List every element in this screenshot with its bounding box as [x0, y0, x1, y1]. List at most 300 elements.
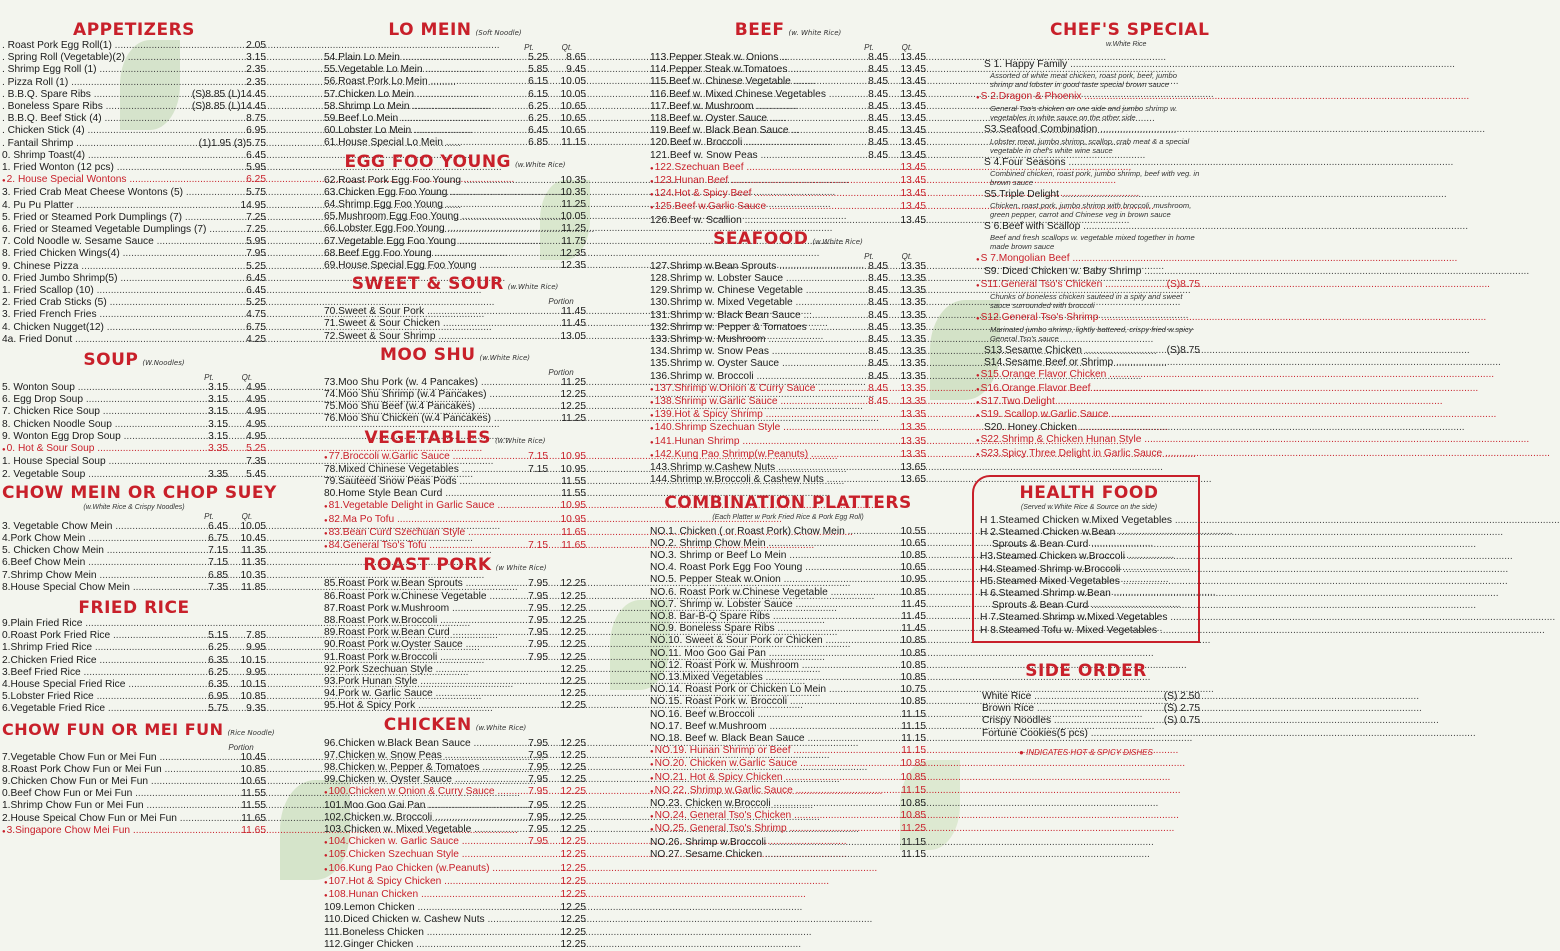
menu-item-name: S16.Orange Flavor Beef .....: [981, 383, 1154, 395]
menu-item-quart-price: 5.25: [246, 443, 266, 455]
menu-item: [324, 914, 586, 926]
menu-item: [650, 526, 926, 538]
menu-item-name: 0.Roast Pork Fried Rice .....: [2, 630, 190, 642]
menu-item: [2, 125, 266, 137]
menu-item-pint-price: 3.15: [208, 394, 228, 406]
menu-item: [980, 564, 1198, 576]
section-title-appetizers: APPETIZERS: [73, 20, 195, 40]
menu-item: [650, 562, 926, 574]
menu-item-quart-price: 10.65: [560, 125, 586, 137]
menu-item-price: 10.85: [900, 797, 926, 809]
menu-item-name: . B.B.Q. Beef Stick (4) .....: [2, 113, 176, 125]
menu-item-name: 115.Beef w. Chinese Vegetable .....: [650, 76, 850, 88]
menu-item-quart-price: 10.05: [240, 520, 266, 532]
menu-item-name: 76.Moo Shu Chicken (w.4 Pancakes) .....: [324, 413, 540, 425]
chili-icon: ●: [324, 454, 328, 461]
menu-item-price: 11.15: [901, 720, 926, 732]
seafood-size-header: Pt. Qt.: [864, 251, 913, 261]
menu-item-name: S14.Sesame Beef or Shrimp .....: [984, 357, 1154, 369]
menu-item-price: 10.65: [240, 775, 266, 787]
menu-item-name: 101.Moo Goo Gai Pan .....: [324, 800, 510, 812]
menu-item-name: 117.Beef w. Mushroom .....: [650, 101, 850, 113]
menu-item: [650, 538, 926, 550]
menu-item-name: 121.Beef w. Snow Peas .....: [650, 150, 850, 162]
menu-item-name: S 7.Mongolian Beef .....: [981, 253, 1154, 265]
menu-item: [972, 59, 1200, 71]
menu-item: [2, 533, 266, 545]
menu-item-name: 58.Shrimp Lo Mein .....: [324, 101, 510, 113]
chili-icon: ●: [2, 178, 6, 185]
menu-item-quart-price: 13.35: [900, 448, 926, 460]
menu-item-pint-price: 8.45: [868, 285, 888, 297]
menu-item: [324, 76, 586, 88]
menu-item: [2, 200, 266, 212]
menu-item-pint-price: 7.15: [208, 557, 228, 569]
menu-item-quart-price: 13.45: [900, 88, 926, 100]
health-food-list: [980, 515, 1198, 637]
health-food-box: [972, 475, 1200, 643]
menu-item: [2, 443, 266, 456]
menu-item: [2, 691, 266, 703]
menu-item-pint-price: 6.25: [208, 642, 228, 654]
menu-item-quart-price: 10.95: [560, 463, 586, 475]
menu-item-price: 11.15: [901, 836, 926, 848]
menu-item-quart-price: 13.35: [900, 297, 926, 309]
menu-item-name: 89.Roast Pork w.Bean Curd .....: [324, 627, 510, 639]
menu-item: [324, 187, 586, 199]
menu-item: [650, 346, 926, 358]
menu-item: [972, 253, 1200, 266]
menu-item-pint-price: 7.95: [528, 737, 548, 749]
menu-item: [2, 764, 266, 776]
menu-item-name: 73.Moo Shu Pork (w. 4 Pancakes) .....: [324, 377, 540, 389]
menu-item-name: 71.Sweet & Sour Chicken .....: [324, 318, 540, 330]
section-title-roast-pork: ROAST PORK (w White Rice): [363, 555, 547, 576]
menu-item-quart-price: 13.45: [900, 201, 926, 213]
menu-item: [2, 224, 266, 236]
menu-item-quart-price: 11.85: [241, 581, 266, 593]
menu-item-name: 130.Shrimp w. Mixed Vegetable .....: [650, 297, 850, 309]
menu-item-quart-price: 12.25: [560, 823, 586, 835]
menu-item-name: 62.Roast Pork Egg Foo Young .....: [324, 175, 540, 187]
menu-item-quart-price: 10.45: [240, 532, 266, 544]
menu-item-price: 11.15: [901, 708, 926, 720]
chili-icon: ●: [324, 853, 328, 860]
menu-item-name: 6. Egg Drop Soup .....: [2, 394, 190, 406]
menu-item-name: S11.General Tso's Chicken .....: [981, 279, 1154, 291]
menu-item: [2, 679, 266, 691]
menu-item-pint-price: 6.25: [208, 666, 228, 678]
chili-icon: ●: [324, 892, 328, 899]
menu-item-name: 72.Sweet & Sour Shrimp .....: [324, 331, 540, 343]
menu-item: [2, 406, 266, 418]
menu-item: [650, 635, 926, 647]
menu-item-name: 86.Roast Pork w.Chinese Vegetable .....: [324, 591, 510, 603]
menu-item-name: 144.Shrimp w.Broccoli & Cashew Nuts .....: [650, 474, 850, 486]
menu-item-name: 4a. Fried Donut .....: [2, 334, 176, 346]
menu-item: [650, 261, 926, 273]
chili-icon: ●: [650, 386, 654, 393]
menu-item-price: 5.25: [246, 297, 266, 309]
menu-item-name: 123.Hunan Beef .....: [655, 175, 850, 187]
menu-item-price: 10.85: [240, 763, 266, 775]
menu-item: [972, 189, 1200, 201]
menu-item: [650, 322, 926, 334]
chili-icon: ●: [324, 866, 328, 873]
menu-item-name: 68.Beef Egg Foo Young .....: [324, 248, 540, 260]
menu-item: [324, 101, 586, 113]
menu-item-quart-price: 13.35: [900, 309, 926, 321]
menu-item: [650, 849, 926, 861]
section-title-chow-mein: CHOW MEIN OR CHOP SUEY: [2, 482, 277, 503]
menu-item-description: Combined chicken, roast pork, jumbo shrimp, beef with veg. in brown sauce: [990, 168, 1200, 187]
menu-item: [324, 223, 586, 235]
menu-item: [324, 451, 586, 464]
menu-item-quart-price: 12.25: [560, 914, 586, 926]
menu-item-price: 4.25: [246, 333, 266, 345]
menu-item: [324, 627, 586, 639]
menu-item-price: 5.75: [246, 187, 266, 199]
menu-item-name: NO.6. Roast Pork w.Chinese Vegetable .....: [650, 587, 886, 599]
menu-item-name: . Roast Pork Egg Roll(1) .....: [2, 40, 176, 52]
menu-item: [650, 201, 926, 214]
menu-item: [324, 700, 586, 712]
menu-item-quart-price: 4.95: [246, 418, 266, 430]
menu-item-price: 10.65: [900, 537, 926, 549]
menu-item: [972, 369, 1200, 382]
menu-item-quart-price: 12.25: [560, 774, 586, 786]
menu-item: [650, 721, 926, 733]
menu-item-pint-price: 8.45: [868, 370, 888, 382]
menu-item-name: 134.Shrimp w. Snow Peas .....: [650, 346, 850, 358]
menu-item: [650, 113, 926, 125]
chili-icon: ●: [324, 840, 328, 847]
fried-rice-list: [2, 618, 266, 716]
menu-item: [650, 358, 926, 370]
vegetables-list: [324, 451, 586, 554]
menu-item-name: 97.Chicken w. Snow Peas .....: [324, 750, 510, 762]
menu-item-name: 108.Hunan Chicken .....: [329, 889, 510, 901]
chili-icon: ●: [976, 282, 980, 289]
menu-item-quart-price: 13.35: [900, 321, 926, 333]
menu-item: [650, 371, 926, 383]
menu-item: [650, 587, 926, 599]
menu-item-name: NO.8. Bar-B-Q Spare Ribs .....: [650, 611, 886, 623]
menu-item: [324, 401, 586, 413]
menu-item-quart-price: 4.95: [246, 430, 266, 442]
menu-item-name: 59.Beef Lo Mein .....: [324, 113, 510, 125]
chili-icon: ●: [650, 452, 654, 459]
menu-item-name: NO.20. Chicken w.Garlic Sauce .....: [655, 758, 886, 770]
menu-item: [650, 823, 926, 836]
sweet-sour-list: [324, 306, 586, 343]
menu-item: [2, 655, 266, 667]
chicken-list: [324, 738, 586, 951]
menu-item-quart-price: 12.25: [560, 811, 586, 823]
menu-item-name: S3.Seafood Combination .....: [984, 124, 1154, 136]
menu-item-pint-price: 7.35: [208, 581, 228, 593]
menu-item-price: 12.25: [560, 401, 586, 413]
menu-item-name: Sprouts & Bean Curd .....: [992, 539, 1198, 551]
menu-item-quart-price: 13.45: [900, 214, 926, 226]
menu-item-quart-price: 10.95: [560, 500, 586, 512]
menu-item: [2, 703, 266, 715]
menu-item: [2, 630, 266, 642]
menu-item: [324, 527, 586, 540]
menu-item: [650, 137, 926, 149]
menu-item-price: (S)8.85 (L)14.45: [191, 101, 266, 113]
section-title-lo-mein: LO MEIN (Soft Noodle): [388, 20, 522, 40]
menu-item: [2, 334, 266, 346]
menu-item: [650, 611, 926, 623]
menu-item: [324, 750, 586, 762]
menu-item: [650, 623, 926, 635]
menu-item-pint-price: 8.45: [868, 346, 888, 358]
menu-item-price: 10.85: [900, 586, 926, 598]
menu-item-pint-price: 8.45: [868, 125, 888, 137]
lo-mein-list: [324, 52, 586, 150]
chili-icon: ●: [650, 426, 654, 433]
menu-item: [324, 211, 586, 223]
menu-item-price: (S) 2.75: [1163, 703, 1200, 715]
chili-icon: ●: [976, 257, 980, 264]
chili-icon: ●: [976, 386, 980, 393]
menu-item: [2, 212, 266, 224]
menu-item-price: 2.05: [246, 40, 266, 51]
menu-item-name: 91.Roast Pork w.Broccoli .....: [324, 652, 510, 664]
menu-item-price: 10.85: [900, 635, 926, 647]
menu-item-pint-price: 7.95: [528, 774, 548, 786]
menu-item: [2, 431, 266, 443]
menu-item: [980, 625, 1198, 637]
menu-item-name: Sprouts & Bean Curd .....: [992, 600, 1198, 612]
menu-item-name: 135.Shrimp w. Oyster Sauce .....: [650, 358, 850, 370]
menu-item: [972, 409, 1200, 422]
menu-item-pint-price: 5.85: [528, 64, 548, 76]
menu-item-name: 98.Chicken w. Pepper & Tomatoes .....: [324, 762, 510, 774]
menu-item-name: 143.Shrimp w.Cashew Nuts .....: [650, 462, 850, 474]
menu-item-pint-price: 7.95: [528, 651, 548, 663]
menu-column-3: [648, 0, 928, 900]
section-title-side-order: SIDE ORDER: [1025, 660, 1147, 681]
lo-mein-size-header: Pt. Qt.: [524, 43, 573, 52]
menu-item-price: 7.25: [246, 224, 266, 236]
menu-item-pint-price: 6.35: [208, 678, 228, 690]
menu-item: [2, 273, 266, 285]
menu-item-name: 54.Plain Lo Mein .....: [324, 52, 510, 64]
section-title-egg-foo-young: EGG FOO YOUNG (w.White Rice): [344, 151, 566, 172]
menu-item-name: S22.Shrimp & Chicken Hunan Style .....: [981, 434, 1154, 446]
menu-item: [324, 236, 586, 248]
menu-item-quart-price: 8.65: [566, 52, 586, 63]
menu-item-name: S13.Sesame Chicken .....: [984, 345, 1154, 357]
menu-item-pint-price: 7.95: [528, 823, 548, 835]
menu-item: [2, 261, 266, 273]
menu-item: [972, 266, 1200, 278]
section-title-fried-rice: FRIED RICE: [78, 597, 190, 618]
menu-item-quart-price: 13.45: [900, 125, 926, 137]
menu-item: [2, 545, 266, 557]
menu-item-pint-price: 8.45: [868, 52, 888, 63]
menu-item-name: 129.Shrimp w. Chinese Vegetable .....: [650, 285, 850, 297]
menu-item-quart-price: 10.35: [240, 569, 266, 581]
menu-item: [972, 91, 1200, 104]
menu-item-name: 2. House Special Wontons .....: [7, 174, 176, 186]
menu-item: [324, 113, 586, 125]
chili-icon: ●: [324, 517, 328, 524]
menu-item-price: (S) 0.75: [1163, 715, 1200, 727]
menu-item-name: 4.Pork Chow Mein .....: [2, 533, 190, 545]
menu-item-pint-price: 8.45: [868, 382, 888, 394]
menu-item: [324, 688, 586, 700]
menu-item-price: (S)8.85 (L)14.45: [191, 88, 266, 100]
menu-item-price: 11.45: [901, 610, 926, 622]
menu-item-name: S 6.Beef with Scallop .....: [984, 221, 1154, 233]
menu-item: [650, 396, 926, 409]
menu-item-price: (1)1.95 (3)5.75: [198, 137, 266, 149]
menu-item: [2, 776, 266, 788]
chili-icon: ●: [650, 165, 654, 172]
menu-item-pint-price: 7.15: [528, 450, 548, 462]
menu-item-name: 113.Pepper Steak w. Onions .....: [650, 52, 850, 64]
menu-item-price: 11.45: [901, 598, 926, 610]
section-title-health-food: HEALTH FOOD: [1019, 482, 1159, 503]
menu-item-pint-price: 8.45: [868, 64, 888, 76]
menu-item-price: 7.95: [246, 248, 266, 260]
menu-item-name: NO.12. Roast Pork w. Mushroom .....: [650, 660, 886, 672]
menu-item-name: 6.Vegetable Fried Rice .....: [2, 703, 190, 715]
menu-item-pint-price: 8.45: [868, 321, 888, 333]
menu-item-name: 9.Plain Fried Rice .....: [2, 618, 190, 630]
menu-item-price: 6.25: [246, 174, 266, 186]
menu-item: [324, 89, 586, 101]
chili-icon: ●: [650, 775, 654, 782]
menu-item-name: 56.Roast Pork Lo Mein .....: [324, 76, 510, 88]
menu-item: [2, 570, 266, 582]
menu-item: [324, 939, 586, 951]
menu-item: [324, 540, 586, 553]
chili-icon: ●: [2, 828, 6, 835]
menu-item-pint-price: 8.45: [868, 100, 888, 112]
menu-item-name: 0. Shrimp Toast(4) .....: [2, 150, 176, 162]
chili-icon: ●: [324, 504, 328, 511]
chili-icon: ●: [324, 530, 328, 537]
menu-item-name: 0. Hot & Sour Soup .....: [7, 443, 190, 455]
chefs-special-list: [972, 59, 1200, 461]
menu-item-description: Marinated jumbo shrimp, lightly battered, crispy fried w.spicy General Tso's sauce: [990, 325, 1193, 344]
section-title-combination: COMBINATION PLATTERS: [664, 492, 912, 513]
menu-item: [2, 174, 266, 187]
menu-item-quart-price: 13.35: [900, 422, 926, 434]
menu-item-quart-price: 12.25: [560, 799, 586, 811]
menu-item-price: 12.35: [560, 247, 586, 259]
menu-item-quart-price: 10.85: [240, 691, 266, 703]
menu-item-price: 2.35: [246, 76, 266, 88]
menu-item-quart-price: 10.95: [560, 513, 586, 525]
chili-icon: ●: [650, 788, 654, 795]
section-title-seafood: SEAFOOD (w.White Rice): [713, 228, 863, 249]
menu-item-name: . Fantail Shrimp .....: [2, 138, 176, 150]
menu-item-quart-price: 13.35: [900, 285, 926, 297]
menu-item-name: NO.19. Hunan Shrimp or Beef .....: [655, 745, 886, 757]
menu-item: [2, 297, 266, 309]
menu-item-name: 57.Chicken Lo Mein .....: [324, 89, 510, 101]
menu-item: [2, 236, 266, 248]
menu-item-quart-price: 12.25: [560, 902, 586, 914]
menu-item-price: 10.35: [560, 174, 586, 186]
menu-item-quart-price: 12.25: [560, 663, 586, 675]
section-title-chefs-special: CHEF'S SPECIAL: [1050, 20, 1210, 40]
menu-item-name: S20. Honey Chicken .....: [984, 422, 1154, 434]
menu-item-name: 70.Sweet & Sour Pork .....: [324, 306, 540, 318]
menu-item-name: 78.Mixed Chinese Vegetables .....: [324, 464, 510, 476]
menu-item-quart-price: 12.25: [560, 688, 586, 700]
menu-item-price: 10.35: [560, 186, 586, 198]
menu-item-quart-price: 11.65: [561, 526, 586, 538]
menu-item-price: 10.45: [240, 751, 266, 763]
menu-item: [982, 715, 1200, 727]
menu-item: [324, 377, 586, 389]
section-title-beef: BEEF (w. White Rice): [734, 20, 842, 40]
menu-item-price: 10.05: [560, 211, 586, 223]
menu-item-quart-price: 12.25: [560, 639, 586, 651]
menu-item-pint-price: 5.75: [208, 703, 228, 715]
menu-item-quart-price: 7.35: [246, 456, 266, 468]
menu-item: [324, 774, 586, 786]
menu-item-name: 122.Szechuan Beef .....: [655, 162, 850, 174]
menu-item-name: 8. Fried Chicken Wings(4) .....: [2, 248, 176, 260]
menu-item-name: NO.3. Shrimp or Beef Lo Mein .....: [650, 550, 886, 562]
menu-item: [324, 137, 586, 149]
menu-item-quart-price: 12.25: [560, 590, 586, 602]
menu-item-name: 63.Chicken Egg Foo Young .....: [324, 187, 540, 199]
menu-item-price: 11.25: [561, 223, 586, 235]
menu-item-name: 4. Chicken Nugget(12) .....: [2, 322, 176, 334]
menu-item-pint-price: 7.95: [528, 761, 548, 773]
menu-item: [2, 113, 266, 125]
menu-item-pint-price: 8.45: [868, 113, 888, 125]
menu-item-price: 11.25: [561, 413, 586, 425]
menu-item-name: 7. Chicken Rice Soup .....: [2, 406, 190, 418]
menu-item-pint-price: 8.45: [868, 297, 888, 309]
menu-item-quart-price: 13.45: [900, 76, 926, 88]
menu-item-price: 11.15: [901, 732, 926, 744]
menu-item-name: 137.Shrimp w.Onion & Curry Sauce .....: [655, 383, 850, 395]
menu-item-price: 11.15: [901, 784, 926, 796]
menu-item-name: NO.21. Hot & Spicy Chicken .....: [655, 772, 886, 784]
menu-item-name: NO 22. Shrimp w.Garlic Sauce .....: [655, 785, 886, 797]
menu-item-quart-price: 13.35: [900, 370, 926, 382]
menu-item-name: NO.10. Sweet & Sour Pork or Chicken .....: [650, 635, 886, 647]
menu-item: [982, 728, 1200, 740]
menu-item-name: 127.Shrimp w.Bean Sprouts .....: [650, 261, 850, 273]
menu-item-name: 7. Cold Noodle w. Sesame Sauce .....: [2, 236, 176, 248]
menu-item: [324, 762, 586, 774]
menu-item: [324, 863, 586, 876]
menu-item-name: 95.Hot & Spicy Pork .....: [324, 700, 510, 712]
soup-list: [2, 382, 266, 481]
menu-item-quart-price: 13.45: [900, 149, 926, 161]
menu-item-price: 7.25: [246, 211, 266, 223]
menu-item-quart-price: 13.35: [900, 435, 926, 447]
menu-item-quart-price: 13.45: [900, 188, 926, 200]
menu-item: [2, 248, 266, 260]
menu-item-quart-price: 12.25: [560, 888, 586, 900]
menu-item: [324, 615, 586, 627]
menu-item-name: 83.Bean Curd Szechuan Style .....: [329, 527, 510, 539]
menu-item: [650, 150, 926, 162]
menu-item-pint-price: 7.15: [208, 545, 228, 557]
